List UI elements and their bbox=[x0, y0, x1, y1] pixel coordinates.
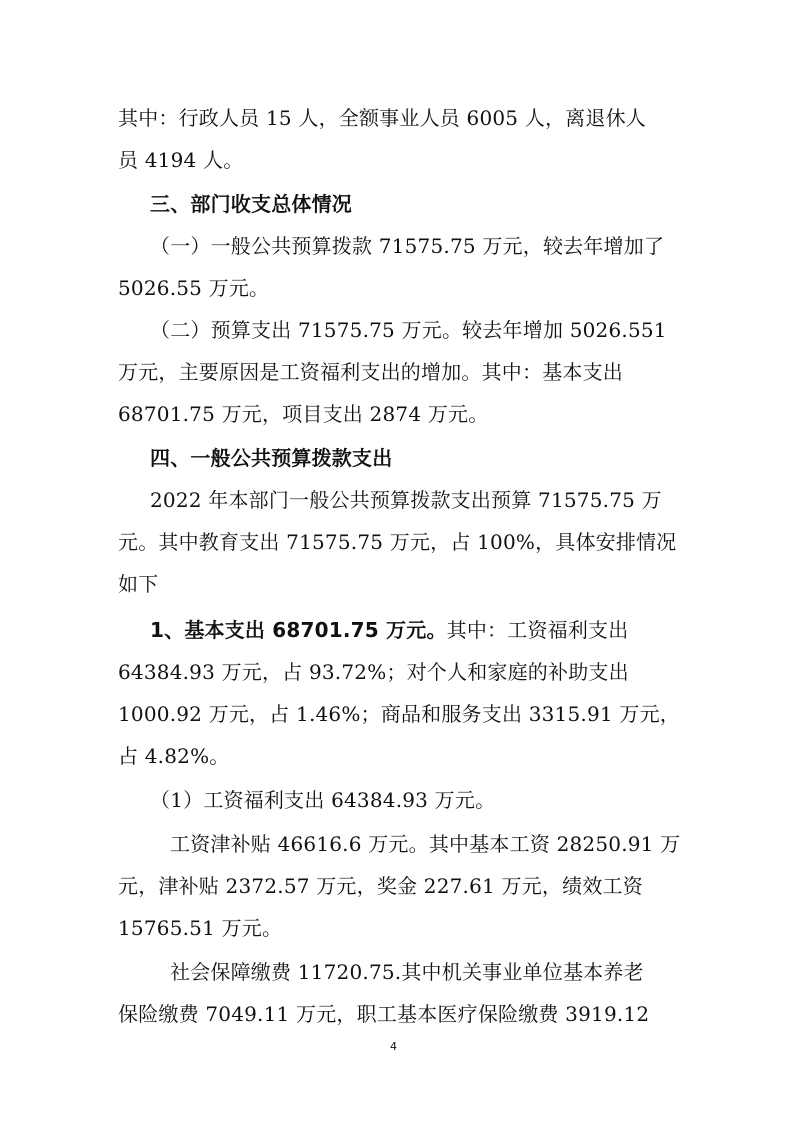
text-line: 万元，主要原因是工资福利支出的增加。其中：基本支出 bbox=[118, 360, 623, 384]
text-line: 如下 bbox=[118, 572, 159, 596]
text-line: 68701.75 万元，项目支出 2874 万元。 bbox=[118, 402, 489, 426]
text-line: 占 4.82%。 bbox=[118, 744, 230, 768]
text-line: 社会保障缴费 11720.75.其中机关事业单位基本养老 bbox=[170, 960, 644, 984]
text-line: （二）预算支出 71575.75 万元。较去年增加 5026.551 bbox=[150, 318, 667, 342]
section-heading: 三、部门收支总体情况 bbox=[150, 192, 352, 216]
text-line: 保险缴费 7049.11 万元，职工基本医疗保险缴费 3919.12 bbox=[118, 1002, 650, 1026]
text-line: 元。其中教育支出 71575.75 万元，占 100%，具体安排情况 bbox=[118, 530, 677, 554]
text-line: 15765.51 万元。 bbox=[118, 916, 283, 940]
subsection-heading: 1、基本支出 68701.75 万元。 bbox=[150, 618, 447, 642]
section-heading: 四、一般公共预算拨款支出 bbox=[150, 446, 393, 470]
text-line: 2022 年本部门一般公共预算拨款支出预算 71575.75 万 bbox=[150, 488, 662, 512]
text-line: 5026.55 万元。 bbox=[118, 276, 270, 300]
text-line: 工资津补贴 46616.6 万元。其中基本工资 28250.91 万 bbox=[170, 832, 681, 856]
text-line: 员 4194 人。 bbox=[118, 148, 244, 172]
text-line: （一）一般公共预算拨款 71575.75 万元，较去年增加了 bbox=[150, 234, 665, 258]
text-line: 元，津补贴 2372.57 万元，奖金 227.61 万元，绩效工资 bbox=[118, 874, 643, 898]
text-span: 其中：工资福利支出 bbox=[446, 618, 629, 642]
text-line: （1）工资福利支出 64384.93 万元。 bbox=[150, 788, 496, 812]
text-line-mixed bbox=[150, 616, 628, 644]
text-line: 64384.93 万元，占 93.72%；对个人和家庭的补助支出 bbox=[118, 660, 629, 684]
text-line: 其中：行政人员 15 人，全额事业人员 6005 人，离退休人 bbox=[118, 106, 646, 130]
page-number: 4 bbox=[390, 1040, 397, 1053]
text-line: 1000.92 万元，占 1.46%；商品和服务支出 3315.91 万元， bbox=[118, 702, 680, 726]
